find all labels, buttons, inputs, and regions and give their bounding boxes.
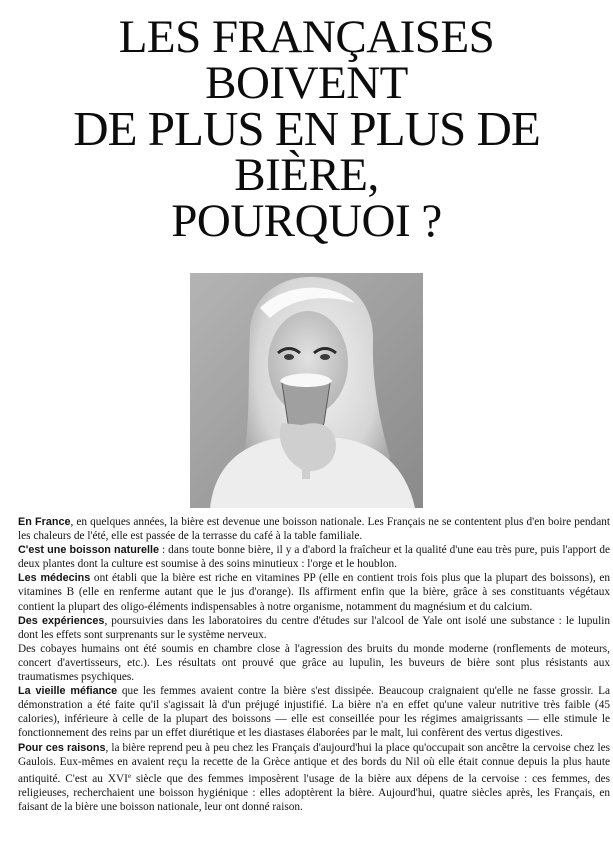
paragraph-1-lead: En France xyxy=(18,516,71,528)
paragraph-6 xyxy=(18,684,610,740)
paragraph-1-text: , en quelques années, la bière est devenue une boisson nationale. Les Français ne se contentent plus d'en boire pendant les chaleurs de l'été, elle est passée de la terrasse du café à la table familiale. xyxy=(18,516,611,543)
headline-line-2: BOIVENT xyxy=(205,57,408,109)
woman-drinking-beer-illustration xyxy=(190,273,423,508)
paragraph-4-text: , poursuivies dans les laboratoires du centre d'études sur l'alcool de Yale ont isolé une substance : le lupulin dont les effets sont surprenants sur le système nerveux. xyxy=(18,614,610,641)
paragraph-3-lead: Les médecins xyxy=(18,572,91,585)
paragraph-6-text: que les femmes avaient contre la bière s'est dissipée. Beaucoup craignaient qu'elle ne fasse grossir. La démonstration a été faite qu'il s'agissait là d'un préjugé injustifié. La bière n'a en effet qu'une valeur nutritive très faible (45 calories), inférieure à celle de la plupart des boissons — elle est conseillée pour les régimes amaigrissants — elle stimule le fonctionnement des reins par un effet diurétique et les diastases élaborées par le malt, lui confèrent des vertus digestives. xyxy=(18,685,610,740)
headline-line-5: POURQUOI ? xyxy=(171,195,442,247)
paragraph-4 xyxy=(18,614,610,642)
paragraph-2 xyxy=(18,543,610,571)
paragraph-7-text-a: , la bière reprend peu à peu chez les Français d'aujourd'hui la place qu'occupait son ancêtre la cervoise chez les Gaulois. Eux-mêmes en avaient reçu la recette de la Grèce antique et des bords du Nil où elle était connue depuis la plus haute antiquité. C'est au XVI xyxy=(18,741,610,785)
paragraph-7-text-b: siècle que des femmes imposèrent l'usage de la bière aux dépens de la cervoise : ces femmes, des religieuses, recherchaient une boisson hygiénique : elles adoptèrent la bière. Aujourd'hui, quatre siècles après, les Français, en faisant de la bière une boisson nationale, leur ont donné raison. xyxy=(18,772,610,813)
headline xyxy=(0,11,613,247)
headline-line-1: LES FRANÇAISES xyxy=(118,11,495,63)
paragraph-2-lead: C'est une boisson naturelle xyxy=(18,544,160,557)
paragraph-5 xyxy=(18,642,610,684)
paragraph-6-lead: La vieille méfiance xyxy=(18,685,118,698)
headline-line-3: DE PLUS EN PLUS DE xyxy=(73,101,540,156)
paragraph-7 xyxy=(18,741,610,814)
century-superscript: e xyxy=(127,771,132,780)
paragraph-3 xyxy=(18,571,610,613)
paragraph-2-text: : dans toute bonne bière, il y a d'abord la fraîcheur et la qualité d'une eau très pure, puis l'apport de deux plantes dont la culture est soumise à des soins minutieux : l'orge et le houblon. xyxy=(18,544,611,571)
paragraph-4-lead: Des expériences xyxy=(18,614,105,627)
article-body xyxy=(18,515,610,814)
paragraph-1 xyxy=(18,515,610,543)
paragraph-7-lead: Pour ces raisons xyxy=(18,741,106,754)
paragraph-5-text: Des cobayes humains ont été soumis en chambre close à l'agression des bruits du monde moderne (ronflements de moteurs, concert d'avertisseurs, etc.). Les résultats ont prouvé que grâce au lupulin, les buveurs de bière sont plus résistants aux traumatismes psychiques. xyxy=(18,642,610,684)
headline-line-4: BIÈRE, xyxy=(234,149,379,201)
photo-woman-drinking-beer xyxy=(190,273,423,508)
paragraph-3-text: ont établi que la bière est riche en vitamines PP (elle en contient trois fois plus que la plupart des boissons), en vitamines B (elle en renferme autant que le jus d'orange). Ils affirment enfin que la bière, grâce à ses constituants végétaux contient la plupart des oligo-éléments indispensables à notre organisme, notamment du magnésium et du calcium. xyxy=(18,572,611,613)
